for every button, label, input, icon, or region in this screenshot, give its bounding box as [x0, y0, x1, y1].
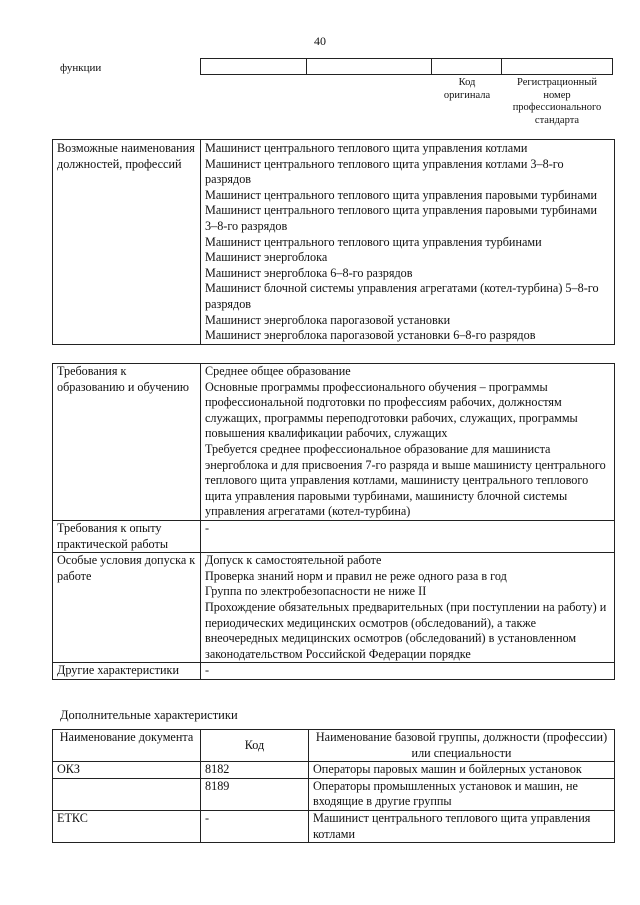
- row-code: 8182: [201, 762, 309, 779]
- row-code: 8189: [201, 778, 309, 810]
- list-item: Основные программы профессионального обучения – программы профессиональной подготовки по профессиям рабочих, должностям служащих, программы переподготовки рабочих, служащих, программы повышения квалификации рабочих, служащих: [205, 379, 578, 441]
- function-box-1: [200, 58, 307, 75]
- code-original-box: [431, 58, 502, 75]
- list-item: Прохождение обязательных предварительных (при поступлении на работу) и периодических медицинских осмотров (обследований), а также внеочередных медицинских осмотров (обследований) в установленном законодательством Российской Федерации порядке: [205, 599, 607, 661]
- row-name: Операторы паровых машин и бойлерных установок: [309, 762, 615, 779]
- row-name: Операторы промышленных установок и машин, не входящие в другие группы: [309, 778, 615, 810]
- list-item: Машинист центрального теплового щита управления паровыми турбинами 3–8-го разрядов: [205, 203, 597, 233]
- other-label: Другие характеристики: [53, 663, 201, 680]
- education-value: [201, 364, 615, 521]
- list-item: Среднее общее образование: [205, 364, 351, 378]
- reg-number-box: [501, 58, 613, 75]
- positions-label: Возможные наименования должностей, профессий: [53, 140, 201, 345]
- list-item: Машинист блочной системы управления агрегатами (котел-турбина) 5–8-го разрядов: [205, 281, 599, 311]
- column-header-code: Код: [201, 730, 309, 762]
- positions-list: [201, 140, 615, 345]
- list-item: Проверка знаний норм и правил не реже одного раза в год: [205, 568, 507, 583]
- function-box-2: [306, 58, 432, 75]
- list-item: Машинист энергоблока: [205, 250, 328, 265]
- requirements-table: [52, 363, 615, 680]
- list-item: Машинист энергоблока парогазовой установки 6–8-го разрядов: [205, 328, 536, 343]
- code-original-label: Код оригинала: [443, 77, 491, 101]
- admission-value: [201, 553, 615, 663]
- table-row: [53, 810, 615, 842]
- row-doc: [53, 778, 201, 810]
- list-item: Машинист энергоблока парогазовой установки: [205, 312, 451, 327]
- table-header-row: [53, 730, 615, 762]
- list-item: Требуется среднее профессиональное образование для машиниста энергоблока и для присвоения 7-го разряда и выше машинисту центрального теплового щита управления котлами, машинисту центрального теплового щита управления паровыми турбинами, машинисту блочной системы управления агрегатами (котел-турбина): [205, 441, 606, 519]
- table-row: [53, 762, 615, 779]
- additional-title: Дополнительные характеристики: [60, 708, 238, 722]
- table-row: [53, 553, 615, 663]
- table-row: [53, 778, 615, 810]
- list-item: Машинист центрального теплового щита управления котлами: [205, 141, 528, 155]
- list-item: Допуск к самостоятельной работе: [205, 553, 382, 568]
- list-item: Машинист центрального теплового щита управления котлами 3–8-го разрядов: [205, 156, 564, 187]
- additional-table: [52, 729, 615, 843]
- list-item: Машинист центрального теплового щита управления турбинами: [205, 234, 542, 249]
- row-code: -: [201, 810, 309, 842]
- row-name: Машинист центрального теплового щита управления котлами: [309, 810, 615, 842]
- list-item: Машинист энергоблока 6–8-го разрядов: [205, 265, 413, 280]
- experience-value: -: [201, 520, 615, 552]
- table-row: [53, 140, 615, 345]
- column-header-document: Наименование документа: [53, 730, 201, 762]
- table-row: [53, 663, 615, 680]
- column-header-name: Наименование базовой группы, должности (профессии) или специальности: [309, 730, 615, 762]
- page-number: 40: [314, 34, 326, 48]
- row-doc: ОКЗ: [53, 762, 201, 779]
- admission-label: Особые условия допуска к работе: [53, 553, 201, 663]
- table-row: [53, 520, 615, 552]
- education-label: Требования к образованию и обучению: [53, 364, 201, 521]
- table-row: [53, 364, 615, 521]
- experience-label: Требования к опыту практической работы: [53, 520, 201, 552]
- list-item: Машинист центрального теплового щита управления паровыми турбинами: [205, 187, 597, 202]
- positions-table: [52, 139, 615, 345]
- other-value: -: [201, 663, 615, 680]
- list-item: Группа по электробезопасности не ниже II: [205, 584, 427, 599]
- row-doc: ЕТКС: [53, 810, 201, 842]
- function-label: функции: [60, 62, 102, 74]
- reg-number-label: Регистрационный номер профессионального стандарта: [512, 77, 602, 126]
